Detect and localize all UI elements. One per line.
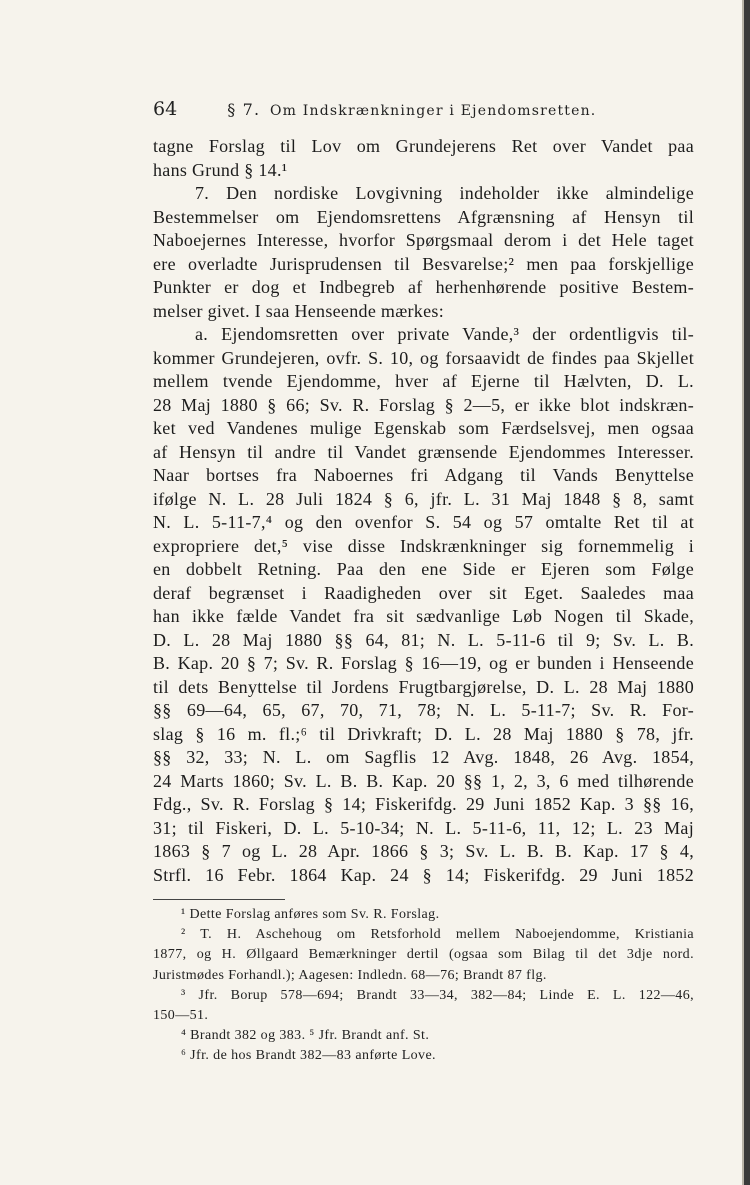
footnote-line: ² T. H. Aschehoug om Retsforhold mellem Naboejendomme, Kristiania (181, 927, 694, 943)
text-line: Naar bortses fra Naboernes fri Adgang til Vands Benyttelse (153, 465, 694, 485)
text-line: ere overladte Jurisprudensen til Besvarelse;² men paa forskjellige (153, 253, 694, 274)
text-line: a. Ejendomsretten over private Vande,³ der ordentligvis til- (195, 324, 694, 344)
footnotes (153, 905, 694, 1067)
text-line: Fdg., Sv. R. Forslag § 14; Fiskerifdg. 29 Juni 1852 Kap. 3 §§ 16, (153, 794, 694, 814)
section-heading (227, 100, 597, 119)
text-line: melser givet. I saa Henseende mærkes: (153, 300, 445, 321)
body-text (153, 135, 694, 887)
text-line: Bestemmelser om Ejendomsrettens Afgrænsning af Hensyn til (153, 206, 694, 227)
section-title: Om Indskrænkninger i Ejendomsretten. (270, 103, 597, 119)
text-line: §§ 32, 33; N. L. om Sagflis 12 Avg. 1848, 26 Avg. 1854, (153, 747, 694, 767)
text-line: 24 Marts 1860; Sv. L. B. B. Kap. 20 §§ 1, 2, 3, 6 med tilhørende (153, 770, 694, 791)
section-sign: § 7. (227, 100, 261, 119)
text-line: §§ 69—64, 65, 67, 70, 71, 78; N. L. 5-11-7; Sv. R. For- (153, 700, 694, 720)
text-line: kommer Grundejeren, ovfr. S. 10, og forsaavidt de findes paa Skjellet (153, 347, 694, 368)
running-header (153, 98, 698, 120)
footnote-line: ⁶ Jfr. de hos Brandt 382—83 anførte Love. (181, 1048, 436, 1064)
text-line: 7. Den nordiske Lovgivning indeholder ikke almindelige (195, 183, 694, 203)
footnote-line: ⁴ Brandt 382 og 383. ⁵ Jfr. Brandt anf. St. (181, 1028, 430, 1044)
text-line: N. L. 5-11-7,⁴ og den ovenfor S. 54 og 57 omtalte Ret til at (153, 512, 694, 532)
text-line: mellem tvende Ejendomme, hver af Ejerne til Hælvten, D. L. (153, 371, 694, 391)
text-line: tagne Forslag til Lov om Grundejerens Ret over Vandet paa (153, 136, 694, 156)
page-number: 64 (153, 98, 178, 120)
text-line: deraf begrænset i Raadigheden over sit Eget. Saaledes maa (153, 582, 694, 603)
text-line: ket ved Vandenes mulige Egenskab som Færdselsvej, men ogsaa (153, 418, 694, 438)
text-line: af Hensyn til andre til Vandet grænsende Ejendommes Interesser. (153, 441, 694, 462)
text-line: en dobbelt Retning. Paa den ene Side er Ejeren som Følge (153, 559, 694, 579)
text-line: Naboejernes Interesse, hvorfor Spørgsmaal derom i det Hele taget (153, 230, 694, 250)
text-line: 1863 § 7 og L. 28 Apr. 1866 § 3; Sv. L. B. B. Kap. 17 § 4, (153, 841, 694, 861)
footnote-line: 150—51. (153, 1007, 209, 1023)
text-line: hans Grund § 14.¹ (153, 159, 288, 180)
text-line: ifølge N. L. 28 Juli 1824 § 6, jfr. L. 31 Maj 1848 § 8, samt (153, 488, 694, 509)
footnote-line: ¹ Dette Forslag anføres som Sv. R. Forslag. (181, 907, 440, 922)
footnote-divider (153, 899, 285, 900)
text-line: 31; til Fiskeri, D. L. 5-10-34; N. L. 5-11-6, 11, 12; L. 23 Maj (153, 817, 694, 838)
text-line: D. L. 28 Maj 1880 §§ 64, 81; N. L. 5-11-6 til 9; Sv. L. B. (153, 629, 694, 650)
footnote-line: 1877, og H. Øllgaard Bemærkninger dertil (ogsaa som Bilag til det 3dje nord. (153, 947, 694, 963)
text-line: til dets Benyttelse til Jordens Frugtbargjørelse, D. L. 28 Maj 1880 (153, 676, 694, 697)
text-line: Strfl. 16 Febr. 1864 Kap. 24 § 14; Fiskerifdg. 29 Juni 1852 (153, 864, 694, 885)
text-line: B. Kap. 20 § 7; Sv. R. Forslag § 16—19, og er bunden i Henseende (153, 653, 694, 673)
text-line: slag § 16 m. fl.;⁶ til Drivkraft; D. L. 28 Maj 1880 § 78, jfr. (153, 723, 694, 744)
footnote-line: Juristmødes Forhandl.); Aagesen: Indledn. 68—76; Brandt 87 flg. (153, 967, 547, 983)
text-line: Punkter er dog et Indbegreb af herhenhørende positive Bestem- (153, 277, 694, 297)
text-line: 28 Maj 1880 § 66; Sv. R. Forslag § 2—5, er ikke blot indskræn- (153, 394, 694, 415)
text-line: han ikke fælde Vandet fra sit sædvanlige Løb Nogen til Skade, (153, 606, 694, 626)
footnote-line: ³ Jfr. Borup 578—694; Brandt 33—34, 382—84; Linde E. L. 122—46, (181, 987, 694, 1003)
text-line: expropriere det,⁵ vise disse Indskrænkninger sig fornemmelig i (153, 535, 694, 556)
